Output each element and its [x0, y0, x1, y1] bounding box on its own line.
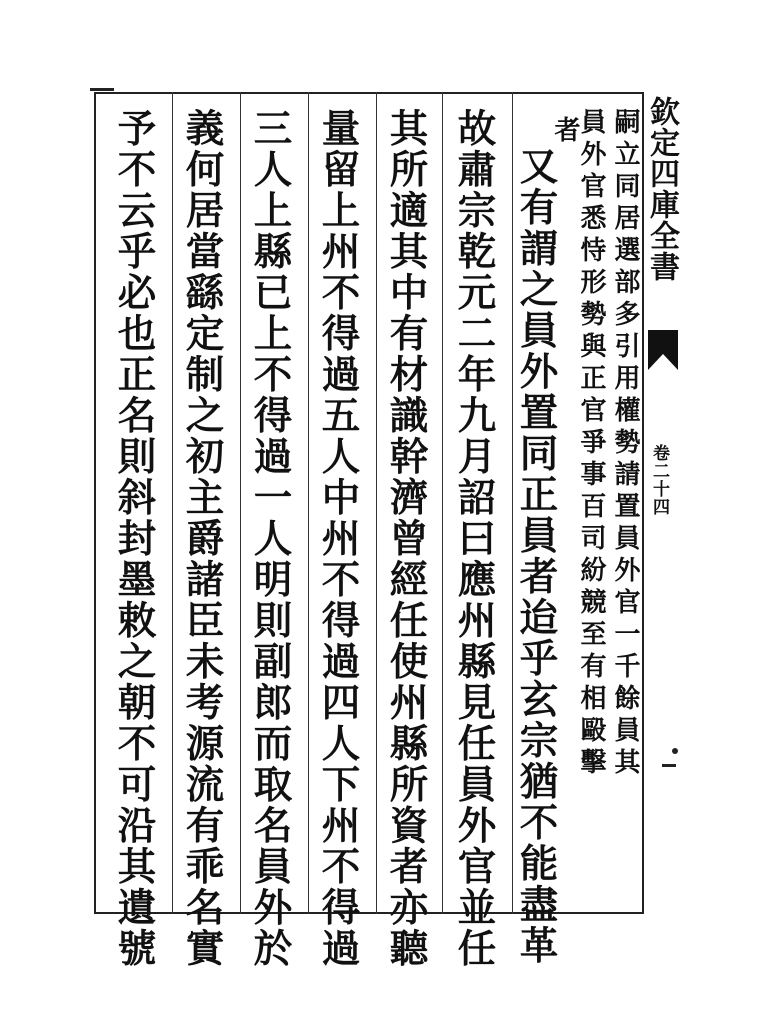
page-frame: [94, 92, 644, 969]
column-rule: [376, 92, 377, 914]
scan-speck: [662, 764, 676, 767]
text-column: 義何居當繇定制之初主爵諸臣未考源流有乖名實: [179, 108, 225, 969]
volume-label: 卷二十四: [649, 444, 669, 516]
column-rule: [240, 92, 241, 914]
column-rule: [172, 92, 173, 914]
text-column: 其所適其中有材識幹濟曾經任使州縣所資者亦聽: [383, 108, 429, 969]
book-title: 欽定四庫全書: [644, 96, 679, 282]
commentary-line-right: 嗣立同居選部多引用權勢請置員外官一千餘員其: [610, 108, 640, 780]
text-column: 予不云乎必也正名則斜封墨敕之朝不可沿其遺號: [111, 108, 157, 969]
text-column: 故肅宗乾元二年九月詔曰應州縣見任員外官並任: [451, 108, 497, 969]
text-column: 又有謂之員外置同正員者迨乎玄宗猶不能盡革: [513, 146, 559, 966]
scan-speck: [90, 88, 114, 91]
commentary-line-left: 員外官悉恃形勢與正官爭事百司紛競至有相毆擊: [576, 108, 606, 780]
text-column: 量留上州不得過五人中州不得過四人下州不得過: [315, 108, 361, 969]
scan-speck: [672, 748, 678, 754]
column-rule: [512, 92, 513, 914]
column-rule: [442, 92, 443, 914]
commentary-tail: 者: [550, 116, 580, 148]
text-column: 三人上縣已上不得過一人明則副郎而取名員外於: [247, 108, 293, 969]
column-rule: [308, 92, 309, 914]
